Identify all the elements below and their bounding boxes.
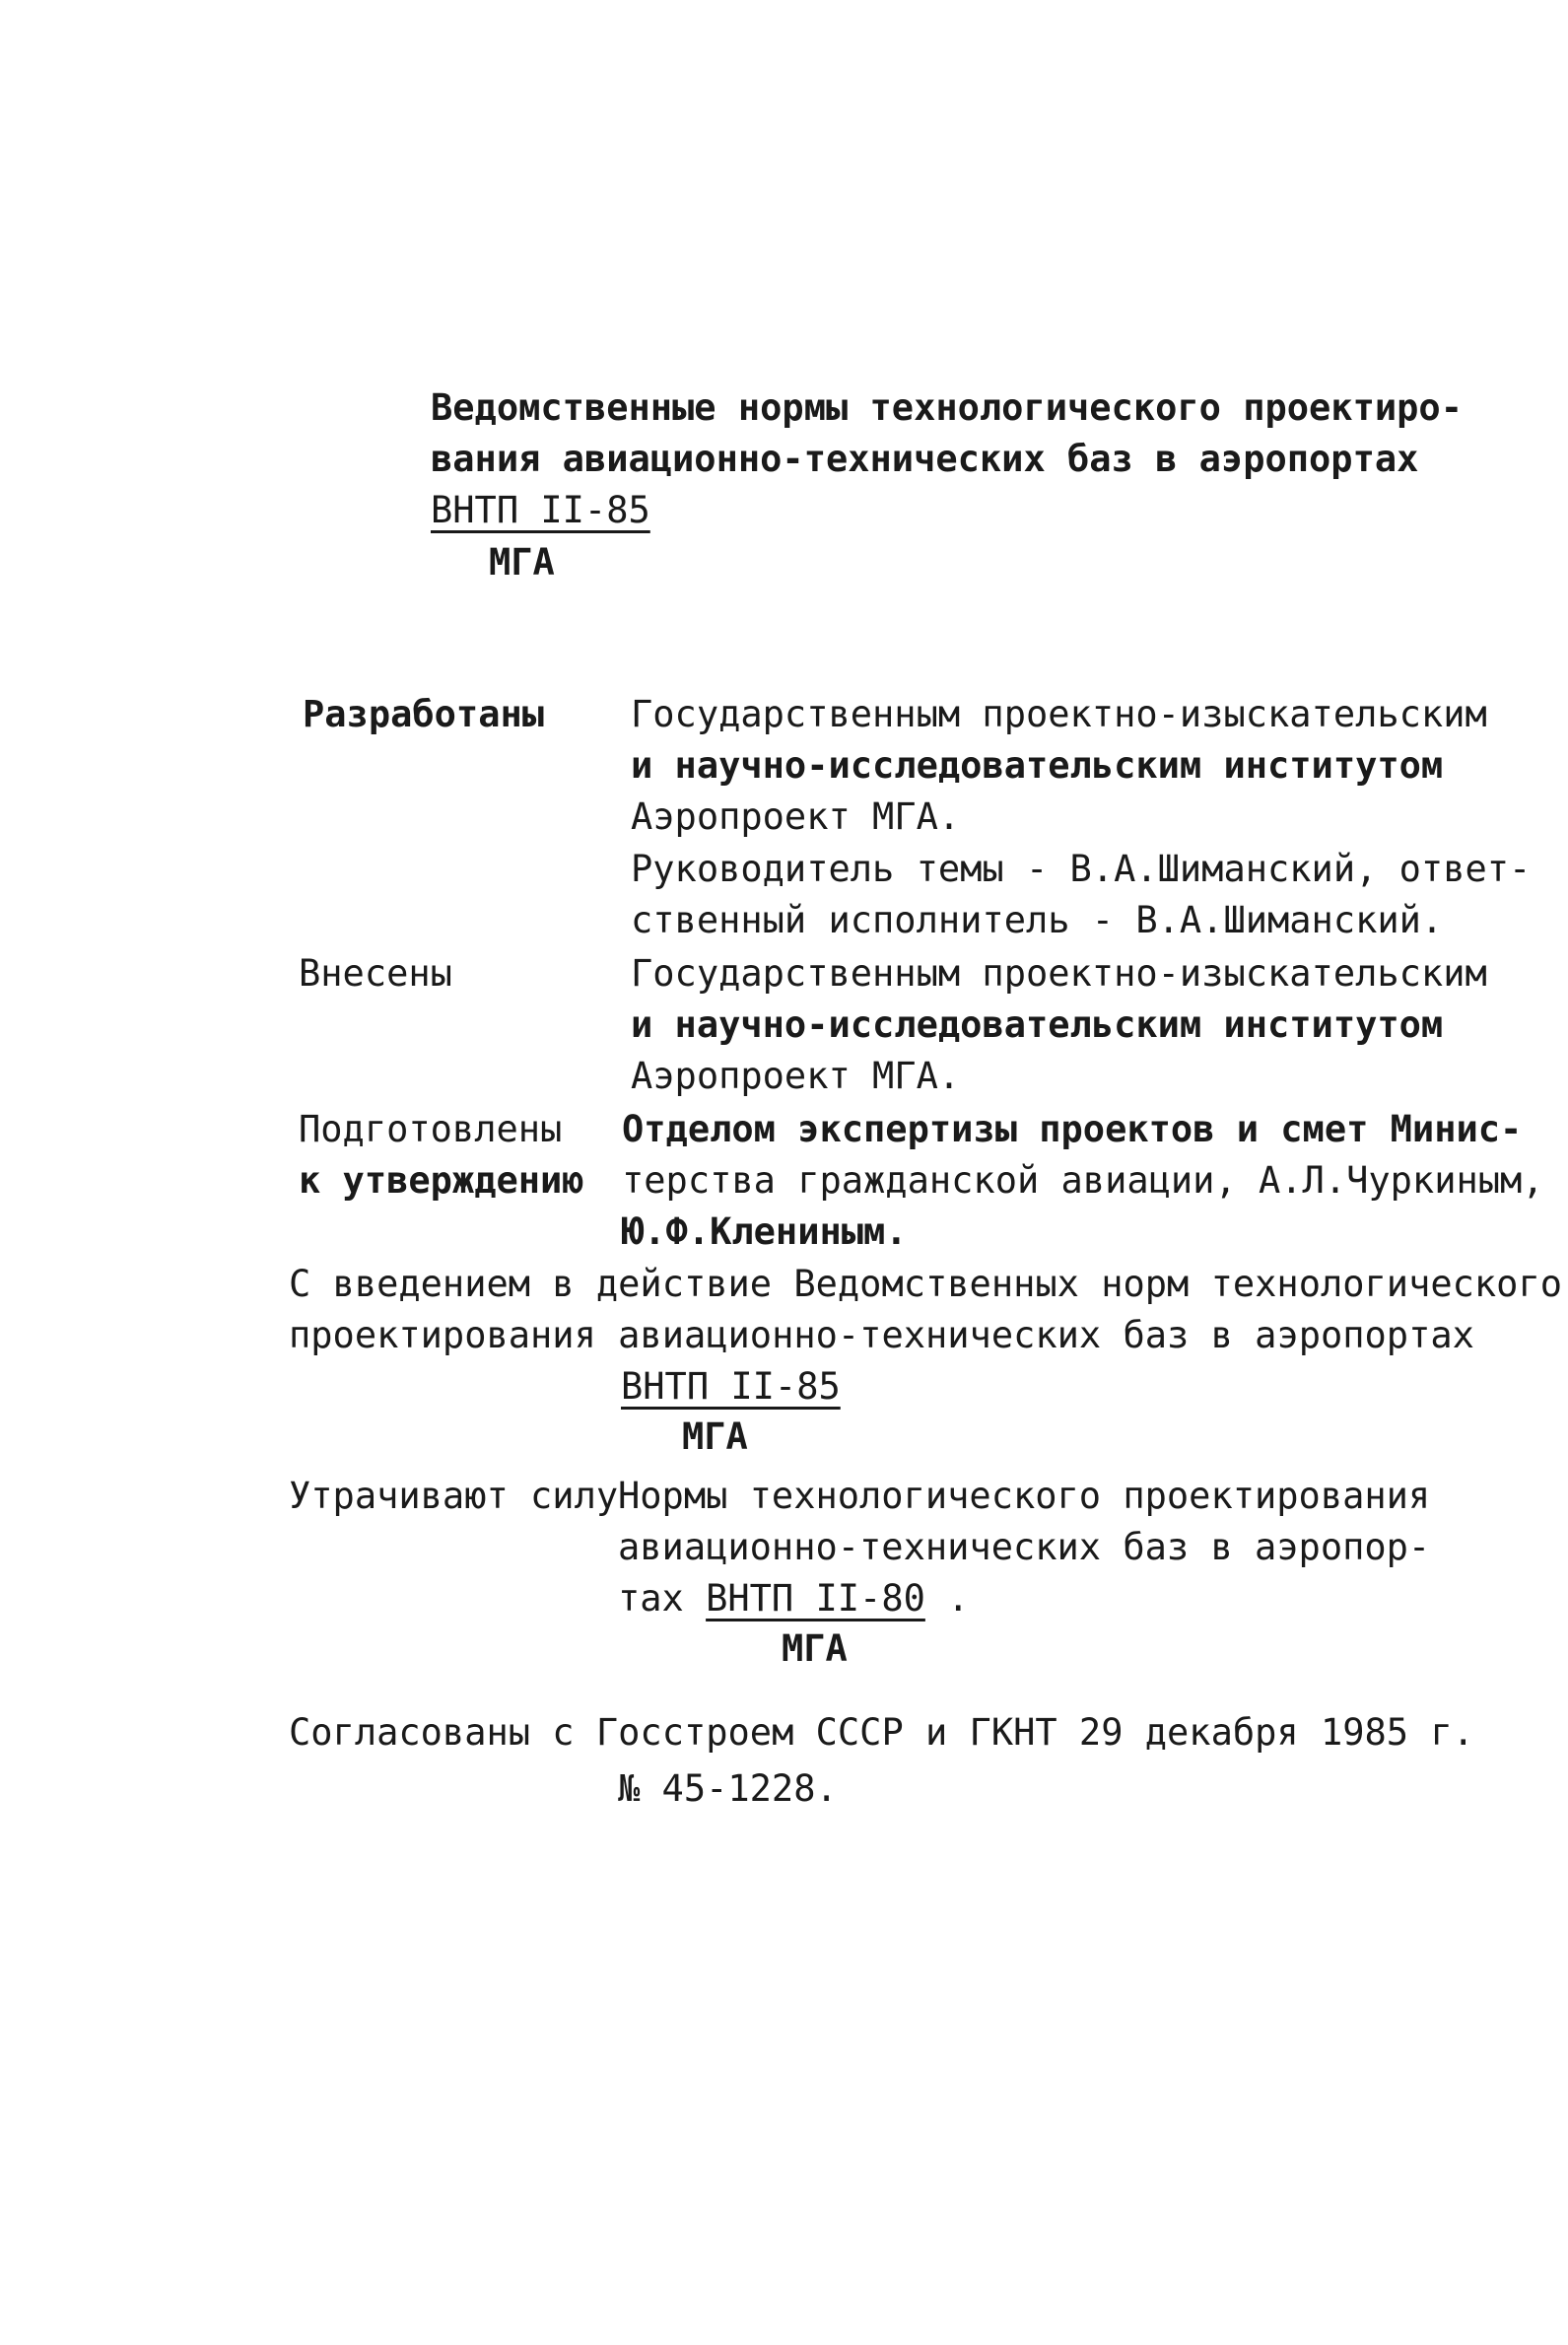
developed-line-4: Руководитель темы - В.А.Шиманский, ответ- [631, 848, 1532, 890]
intro-line-2: проектирования авиационно-технических баз в аэропортах [289, 1314, 1474, 1356]
intro-code: ВНТП II-85 [621, 1365, 841, 1408]
prepared-line-1: Отделом экспертизы проектов и смет Минис- [622, 1108, 1523, 1150]
prepared-line-3: Ю.Ф.Клениным. [622, 1210, 908, 1253]
repealed-agency: МГА [782, 1627, 848, 1670]
title-line-1: Ведомственные нормы технологического проектиро- [431, 386, 1463, 429]
developed-label: Разработаны [303, 693, 545, 735]
title-agency: МГА [489, 541, 555, 584]
repealed-line-3 [618, 1574, 969, 1623]
submitted-line-1: Государственным проектно-изыскательским [631, 952, 1487, 995]
developed-line-2: и научно-исследовательским институтом [631, 744, 1444, 787]
repealed-code: ВНТП II-80 [706, 1577, 925, 1620]
prepared-label-2: к утверждению [299, 1159, 584, 1202]
intro-line-1: С введением в действие Ведомственных норм технологического [289, 1263, 1563, 1305]
repealed-line-3-prefix: тах [618, 1577, 684, 1620]
developed-line-1: Государственным проектно-изыскательским [631, 693, 1487, 735]
prepared-label-1: Подготовлены [299, 1108, 563, 1150]
developed-line-3: Аэропроект МГА. [631, 795, 961, 838]
repealed-line-2: авиационно-технических баз в аэропор- [618, 1526, 1431, 1568]
submitted-label: Внесены [299, 952, 452, 995]
repealed-line-1: Нормы технологического проектирования [618, 1475, 1431, 1517]
prepared-line-2: терства гражданской авиации, А.Л.Чуркиным, [622, 1159, 1544, 1202]
submitted-line-2: и научно-исследовательским институтом [631, 1003, 1444, 1046]
agreed-line-2: № 45-1228. [618, 1767, 838, 1810]
intro-agency: МГА [682, 1415, 748, 1458]
repealed-line-3-suffix: . [947, 1577, 970, 1620]
agreed-line-1: Согласованы с Госстроем СССР и ГКНТ 29 декабря 1985 г. [289, 1711, 1474, 1754]
submitted-line-3: Аэропроект МГА. [631, 1055, 961, 1097]
repealed-label: Утрачивают силу [289, 1475, 619, 1517]
title-line-2: вания авиационно-технических баз в аэропортах [431, 438, 1419, 480]
title-code: ВНТП II-85 [431, 489, 650, 531]
developed-line-5: ственный исполнитель - В.А.Шиманский. [631, 899, 1444, 941]
